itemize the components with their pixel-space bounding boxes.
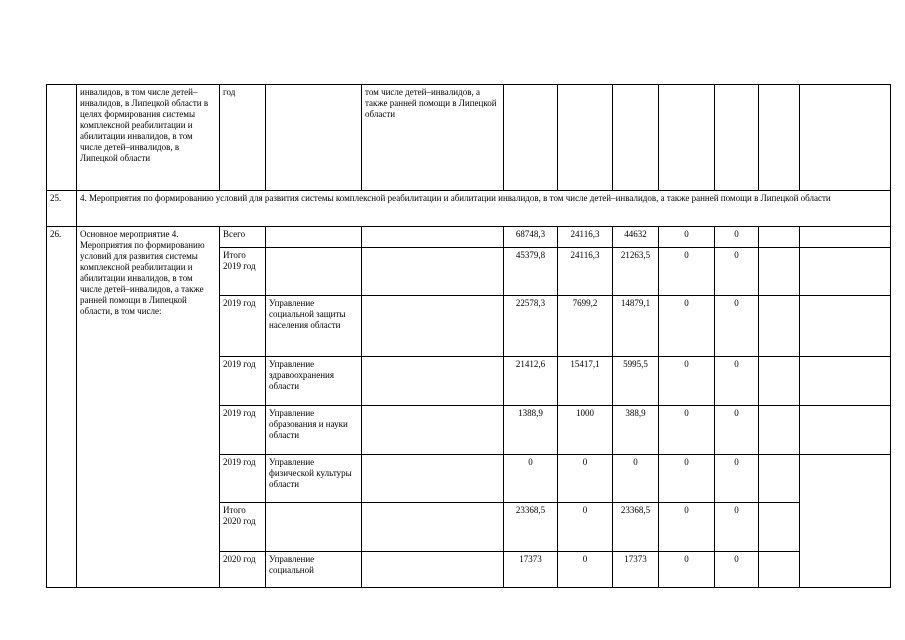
value-local: 0 xyxy=(659,248,715,296)
value-other: 0 xyxy=(715,296,759,357)
event-name-cell: инвалидов, в том числе детей–инвалидов, в Липецкой области в целях формирования системы комплексной реабилитации и абилитации инвалидов, в том числе детей–инвалидов, в Липецкой области xyxy=(77,85,220,191)
value-regional: 5995,5 xyxy=(613,357,659,406)
period-cell: 2019 год xyxy=(220,357,266,406)
period-cell: 2020 год xyxy=(220,552,266,588)
row-number-cell xyxy=(47,85,77,191)
value-local: 0 xyxy=(659,455,715,503)
executor-cell: Управление здравоохранения области xyxy=(266,357,362,406)
value-other: 0 xyxy=(715,227,759,248)
value-total: 21412,6 xyxy=(504,357,558,406)
table-row xyxy=(47,85,891,191)
executor-cell xyxy=(266,227,362,248)
executor-cell xyxy=(266,248,362,296)
value-total: 45379,8 xyxy=(504,248,558,296)
indicator-cell xyxy=(362,227,504,248)
value-total: 1388,9 xyxy=(504,406,558,455)
value-total: 22578,3 xyxy=(504,296,558,357)
section-title-cell: 4. Мероприятия по формированию условий для развития системы комплексной реабилитации и абилитации инвалидов, в том числе детей–инвалидов, а также ранней помощи в Липецкой области xyxy=(77,191,891,227)
indicator-cell xyxy=(362,455,504,503)
period-cell: год xyxy=(220,85,266,191)
value-other: 0 xyxy=(715,248,759,296)
executor-cell: Управление образования и науки области xyxy=(266,406,362,455)
indicator-cell: том числе детей–инвалидов, а также ранней помощи в Липецкой области xyxy=(362,85,504,191)
table-row xyxy=(47,191,891,227)
value-regional: 21263,5 xyxy=(613,248,659,296)
value-regional: 388,9 xyxy=(613,406,659,455)
value-regional: 23368,5 xyxy=(613,503,659,552)
value-regional: 44632 xyxy=(613,227,659,248)
value-local: 0 xyxy=(659,357,715,406)
period-cell: Итого 2020 год xyxy=(220,503,266,552)
value-federal: 0 xyxy=(558,455,613,503)
executor-cell xyxy=(266,85,362,191)
table-row xyxy=(47,227,891,248)
value-other: 0 xyxy=(715,455,759,503)
value-federal: 15417,1 xyxy=(558,357,613,406)
value-regional: 17373 xyxy=(613,552,659,588)
value-total: 17373 xyxy=(504,552,558,588)
indicator-cell xyxy=(362,357,504,406)
value-other: 0 xyxy=(715,503,759,552)
value-total: 0 xyxy=(504,455,558,503)
value-local: 0 xyxy=(659,552,715,588)
value-federal: 0 xyxy=(558,552,613,588)
period-cell: Всего xyxy=(220,227,266,248)
value-federal: 24116,3 xyxy=(558,248,613,296)
value-local: 0 xyxy=(659,406,715,455)
value-federal: 0 xyxy=(558,503,613,552)
executor-cell xyxy=(266,503,362,552)
period-cell: 2019 год xyxy=(220,406,266,455)
period-cell: Итого 2019 год xyxy=(220,248,266,296)
value-total: 23368,5 xyxy=(504,503,558,552)
value-federal: 7699,2 xyxy=(558,296,613,357)
value-regional: 0 xyxy=(613,455,659,503)
value-total: 68748,3 xyxy=(504,227,558,248)
row-number-cell: 25. xyxy=(47,191,77,227)
value-regional: 14879,1 xyxy=(613,296,659,357)
indicator-cell xyxy=(362,248,504,296)
indicator-cell xyxy=(362,503,504,552)
value-local: 0 xyxy=(659,227,715,248)
program-table xyxy=(46,84,891,588)
value-local: 0 xyxy=(659,296,715,357)
executor-cell: Управление социальной защиты населения области xyxy=(266,296,362,357)
value-other: 0 xyxy=(715,357,759,406)
period-cell: 2019 год xyxy=(220,296,266,357)
value-federal: 1000 xyxy=(558,406,613,455)
row-number-cell: 26. xyxy=(47,227,77,588)
indicator-cell xyxy=(362,406,504,455)
value-other: 0 xyxy=(715,406,759,455)
executor-cell: Управление социальной xyxy=(266,552,362,588)
indicator-cell xyxy=(362,552,504,588)
value-federal: 24116,3 xyxy=(558,227,613,248)
value-local: 0 xyxy=(659,503,715,552)
event-name-cell: Основное мероприятие 4. Мероприятия по формированию условий для развития системы комплексной реабилитации и абилитации инвалидов, в том числе детей–инвалидов, а также ранней помощи в Липецкой области, в том числе: xyxy=(77,227,220,588)
indicator-cell xyxy=(362,296,504,357)
executor-cell: Управление физической культуры области xyxy=(266,455,362,503)
value-other: 0 xyxy=(715,552,759,588)
period-cell: 2019 год xyxy=(220,455,266,503)
